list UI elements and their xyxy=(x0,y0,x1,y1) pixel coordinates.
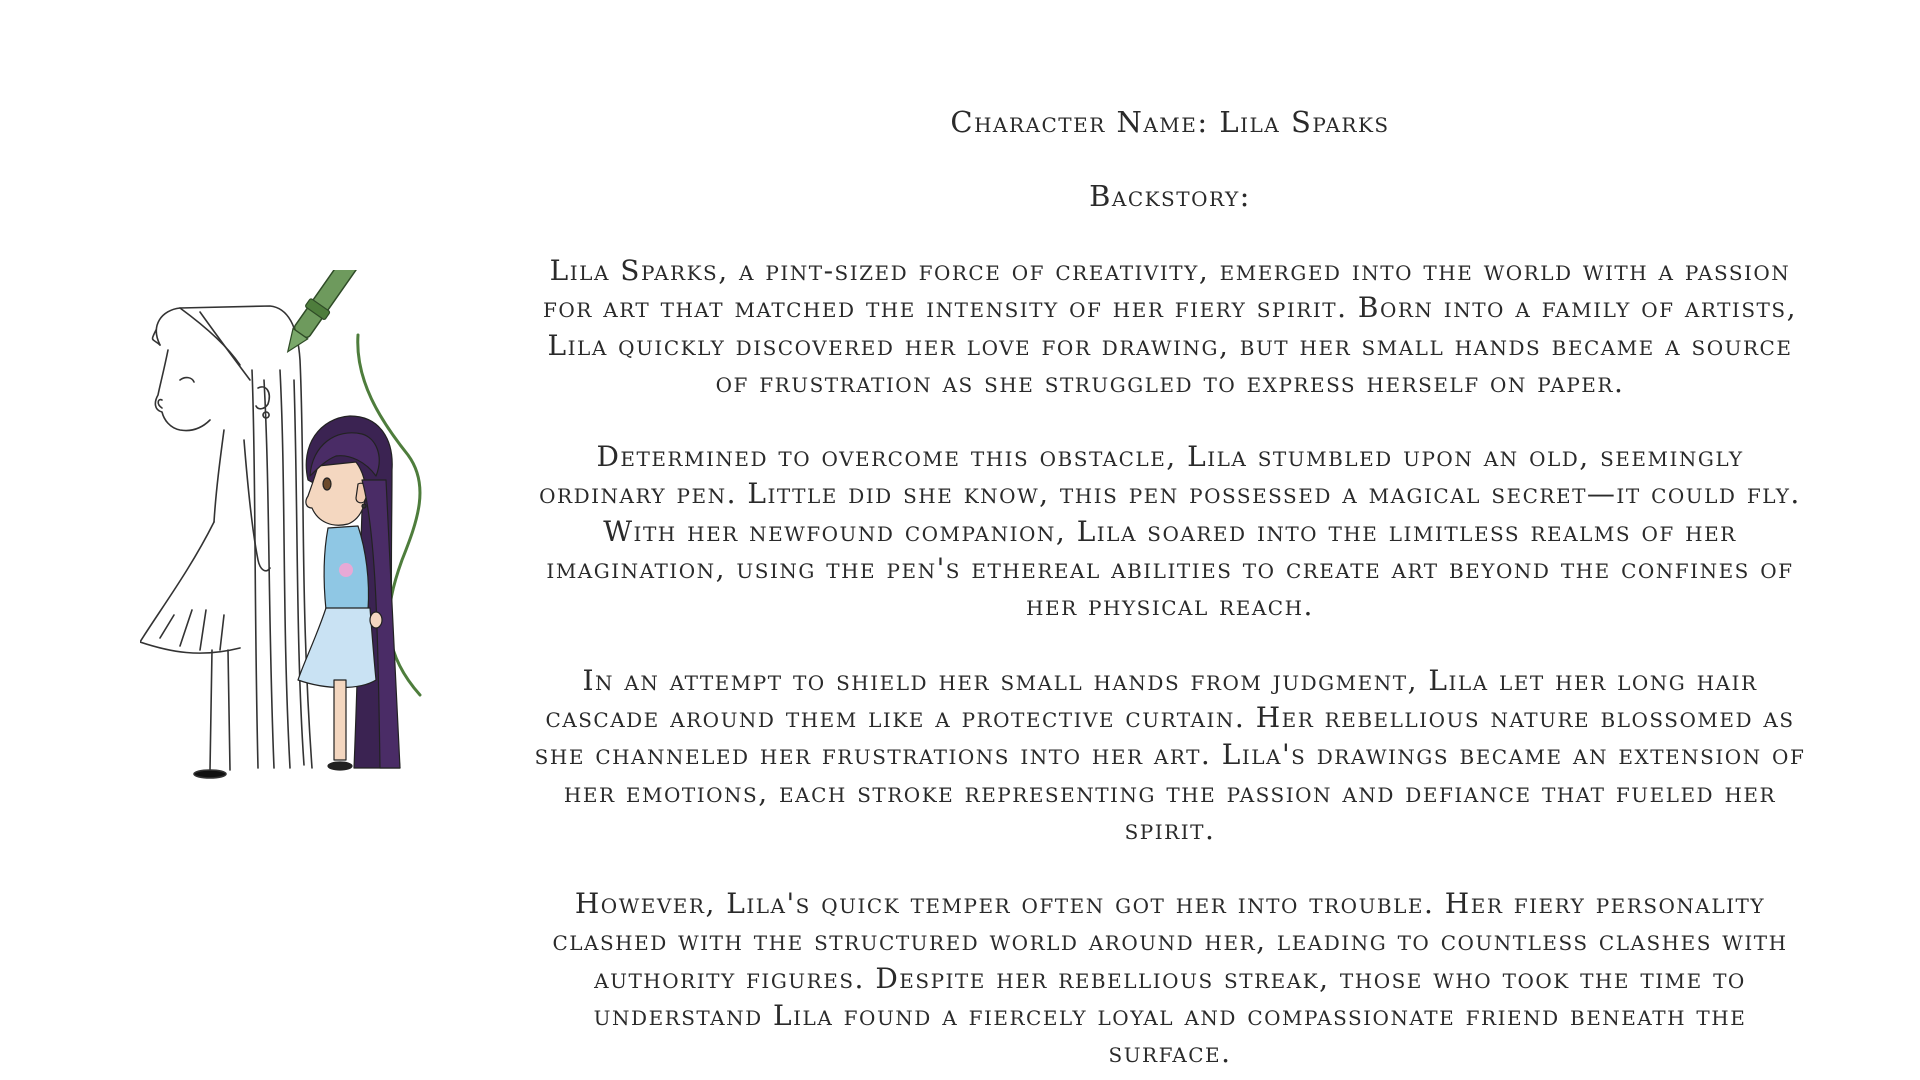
backstory-heading: Backstory: xyxy=(1089,179,1251,213)
sketch-figure xyxy=(140,306,312,778)
character-illustration xyxy=(140,270,520,790)
backstory-paragraph-2: Determined to overcome this obstacle, Lila stumbled upon an old, seemingly ordinary pen. Little did she know, this pen possessed a magical secret—it could fly. With her newfound companion, Lila soared into the limitless realms of her imagination, using the pen's ethereal abilities to create art beyond the confines of her physical reach. xyxy=(539,440,1801,623)
character-name-heading: Character Name: Lila Sparks xyxy=(950,105,1390,139)
backstory-text xyxy=(530,104,1810,1072)
backstory-paragraph-4: However, Lila's quick temper often got her into trouble. Her fiery personality clashed with the structured world around her, leading to countless clashes with authority figures. Despite her rebellious streak, those who took the time to understand Lila found a fiercely loyal and compassionate friend beneath the surface. xyxy=(552,887,1788,1070)
backstory-paragraph-3: In an attempt to shield her small hands from judgment, Lila let her long hair cascade around them like a protective curtain. Her rebellious nature blossomed as she channeled her frustrations into her art. Lila's drawings became an extension of her emotions, each stroke representing the passion and defiance that fueled her spirit. xyxy=(534,663,1806,846)
colored-figure xyxy=(298,416,400,770)
flying-pen xyxy=(278,270,365,359)
backstory-paragraph-1: Lila Sparks, a pint-sized force of creativity, emerged into the world with a passion for art that matched the intensity of her fiery spirit. Born into a family of artists, Lila quickly discovered her love for drawing, but her small hands became a source of frustration as she struggled to express herself on paper. xyxy=(543,254,1797,399)
